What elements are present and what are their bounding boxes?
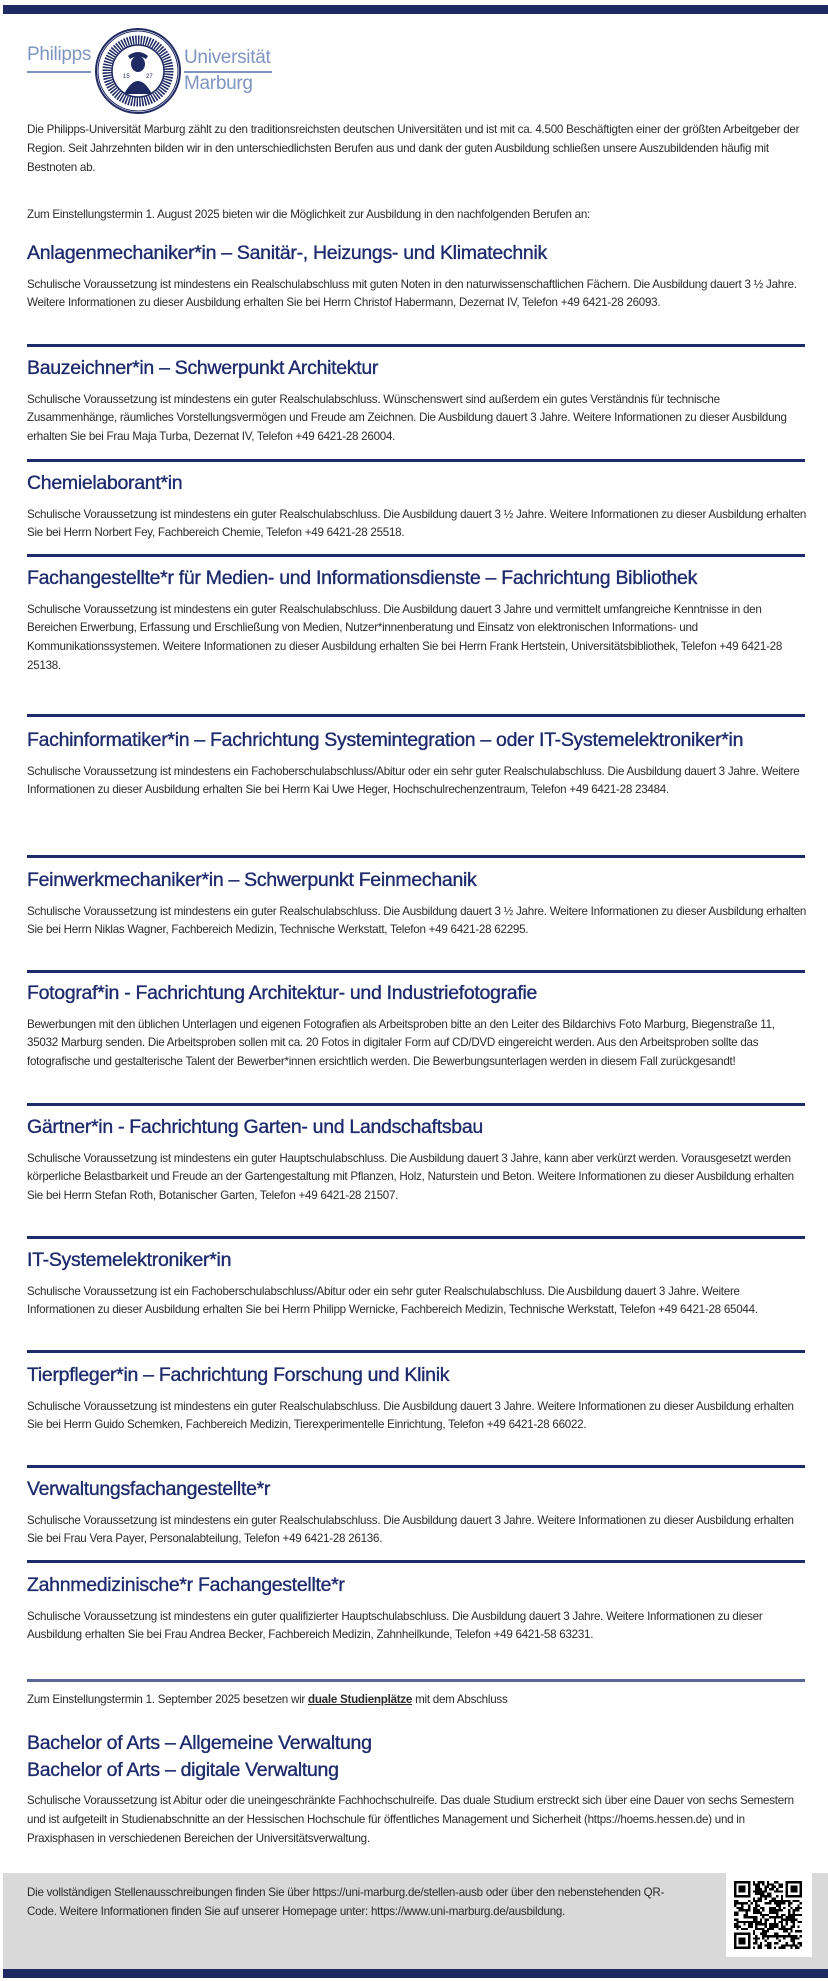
seal-year-right: 27 [146, 74, 153, 80]
section-divider [27, 855, 805, 858]
bottom-brand-bar [3, 1969, 828, 1978]
section-title: Gärtner*in - Fachrichtung Garten- und Landschaftsbau [27, 1116, 483, 1138]
duale-studienplaetze-link[interactable]: duale Studienplätze [308, 1693, 413, 1706]
section-divider [27, 714, 805, 717]
bachelor-title-1: Bachelor of Arts – Allgemeine Verwaltung [27, 1732, 372, 1754]
section-text: Schulische Voraussetzung ist mindestens ein guter Realschulabschluss. Die Ausbildung dauert 3 ½ Jahre. Weitere Informationen zu dieser Ausbildung erhalten Sie bei Herrn Norbert Fey, Fachbereich Chemie, Telefon +49 6421-28 25518. [27, 507, 807, 540]
section-text: Schulische Voraussetzung ist mindestens ein guter Realschulabschluss. Die Ausbildung dauert 3 Jahre und vermittelt umfangreiche Kenntnisse in den Bereichen Erwerbung, Erfassung und Erschließung von Medien, Nutzer*innenberatung und Einsatz von elektronischen Informations- und Kommunikationssystemen. Weitere Informationen zu dieser Ausbildung erhalten Sie bei Herrn Frank Hertstein, Universitätsbibliothek, Telefon +49 6421-28 25138. [27, 602, 783, 672]
section-job [27, 1362, 807, 1435]
section-text: Schulische Voraussetzung ist mindestens ein guter Realschulabschluss. Die Ausbildung dauert 3 Jahre. Weitere Informationen zu dieser Ausbildung erhalten Sie bei Herrn Guido Schemken, Fachbereich Medizin, Tierexperimentelle Einrichtung, Telefon +49 6421-28 66022. [27, 1399, 794, 1432]
lead-september-text-end: mit dem Abschluss [412, 1693, 508, 1706]
section-job [27, 727, 807, 800]
section-divider [27, 344, 805, 347]
logo-word-philipps: Philipps [27, 44, 92, 65]
section-divider [27, 970, 805, 973]
section-text: Bewerbungen mit den üblichen Unterlagen und eigenen Fotografien als Arbeitsproben bitte an den Leiter des Bildarchivs Foto Marburg, Biegenstraße 11, 35032 Marburg senden. Die Arbeitsproben sollen mit ca. 20 Fotos in digitaler Form auf CD/DVD eingereicht werden. Aus den Arbeitsproben sollte das fotografische und gestalterische Talent der Bewerber*innen ersichtlich werden. Die Bewerbungsunterlagen werden in diesem Fall zurückgesandt! [27, 1017, 775, 1069]
section-title: IT-Systemelektroniker*in [27, 1249, 232, 1271]
section-job [27, 355, 807, 447]
section-divider [27, 1103, 805, 1106]
section-title: Fachangestellte*r für Medien- und Informationsdienste – Fachrichtung Bibliothek [27, 567, 698, 589]
seal-year-left: 15 [123, 74, 130, 80]
section-title: Feinwerkmechaniker*in – Schwerpunkt Feinmechanik [27, 869, 477, 891]
section-job [27, 1247, 807, 1320]
section-text: Schulische Voraussetzung ist ein Fachoberschulabschluss/Abitur oder ein sehr guter Realschulabschluss. Die Ausbildung dauert 3 Jahre. Weitere Informationen zu dieser Ausbildung erhalten Sie bei Herrn Philipp Wernicke, Fachbereich Medizin, Technische Werkstatt, Telefon +49 6421-28 65044. [27, 1284, 758, 1317]
section-divider [27, 554, 805, 557]
qr-code-icon[interactable] [726, 1873, 812, 1957]
section-job [27, 1476, 807, 1549]
section-text: Schulische Voraussetzung ist mindestens ein guter Realschulabschluss. Wünschenswert sind außerdem ein gutes Verständnis für technische Zusammenhänge, räumliches Vorstellungsvermögen und Freude am Zeichnen. Die Ausbildung dauert 3 Jahre. Weitere Informationen zu dieser Ausbildung erhalten Sie bei Frau Maja Turba, Dezernat IV, Telefon +49 6421-28 26004. [27, 392, 787, 444]
section-text: Schulische Voraussetzung ist mindestens ein guter Realschulabschluss. Die Ausbildung dauert 3 ½ Jahre. Weitere Informationen zu dieser Ausbildung erhalten Sie bei Herrn Niklas Wagner, Fachbereich Medizin, Technische Werkstatt, Telefon +49 6421-28 62295. [27, 904, 807, 937]
university-seal-icon [94, 28, 182, 114]
logo-rule-left [27, 71, 91, 73]
section-title: Fachinformatiker*in – Fachrichtung Systemintegration – oder IT-Systemelektroniker*in [27, 729, 744, 751]
section-divider [27, 1236, 805, 1239]
section-title: Verwaltungsfachangestellte*r [27, 1478, 271, 1500]
section-text: Schulische Voraussetzung ist mindestens ein guter Realschulabschluss. Die Ausbildung dauert 3 Jahre. Weitere Informationen zu dieser Ausbildung erhalten Sie bei Frau Vera Payer, Personalabteilung, Telefon +49 6421-28 26136. [27, 1513, 794, 1546]
section-text: Schulische Voraussetzung ist mindestens ein Fachoberschulabschluss/Abitur oder ein sehr guter Realschulabschluss. Die Ausbildung dauert 3 Jahre. Weitere Informationen zu dieser Ausbildung erhalten Sie bei Herrn Kai Uwe Heger, Hochschulrechenzentraum, Telefon +49 6421-28 23484. [27, 764, 800, 797]
footer-info-box [3, 1873, 828, 1969]
section-job [27, 1572, 807, 1645]
section-text: Schulische Voraussetzung ist mindestens ein guter qualifizierter Hauptschulabschluss. Die Ausbildung dauert 3 Jahre. Weitere Informationen zu dieser Ausbildung erhalten Sie bei Frau Andrea Becker, Fachbereich Medizin, Zahnheilkunde, Telefon +49 6421-58 63231. [27, 1609, 763, 1642]
section-title: Zahnmedizinische*r Fachangestellte*r [27, 1574, 345, 1596]
top-brand-bar [3, 5, 828, 14]
section-title [27, 1730, 807, 1783]
section-text: Schulische Voraussetzung ist mindestens ein guter Hauptschulabschluss. Die Ausbildung dauert 3 Jahre, kann aber verkürzt werden. Vorausgesetzt werden körperliche Belastbarkeit und Freude an der Gartengestaltung mit Pflanzen, Holz, Naturstein und Beton. Weitere Informationen zu dieser Ausbildung erhalten Sie bei Herrn Stefan Roth, Botanischer Garten, Telefon +49 6421-28 21507. [27, 1151, 794, 1203]
section-title: Anlagenmechaniker*in – Sanitär-, Heizungs- und Klimatechnik [27, 242, 547, 264]
section-job [27, 867, 807, 940]
section-bachelor [27, 1730, 807, 1848]
section-title: Tierpfleger*in – Fachrichtung Forschung und Klinik [27, 1364, 450, 1386]
section-divider [27, 1465, 805, 1468]
footer-text: Die vollständigen Stellenausschreibungen finden Sie über https://uni-marburg.de/stellen-ausb oder über den nebenstehenden QR-Code. Weitere Informationen finden Sie auf unserer Homepage unter: https://www.uni-marburg.de/ausbildung. [27, 1886, 665, 1918]
section-title: Chemielaborant*in [27, 472, 183, 494]
logo-word-marburg: Marburg [184, 73, 253, 94]
lead-september-text: Zum Einstellungstermin 1. September 2025 besetzen wir [27, 1693, 308, 1706]
lead-september [27, 1691, 807, 1710]
section-job [27, 470, 807, 543]
section-job [27, 565, 807, 676]
section-title: Fotograf*in - Fachrichtung Architektur- und Industriefotografie [27, 982, 538, 1004]
bachelor-title-2: Bachelor of Arts – digitale Verwaltung [27, 1758, 339, 1781]
logo-word-universitaet: Universität [184, 47, 271, 68]
section-job [27, 980, 807, 1072]
section-job [27, 1114, 807, 1206]
lead-august: Zum Einstellungstermin 1. August 2025 bieten wir die Möglichkeit zur Ausbildung in den nachfolgenden Berufen an: [27, 208, 591, 221]
section-divider [27, 1350, 805, 1353]
section-divider [27, 1679, 805, 1682]
section-text: Schulische Voraussetzung ist Abitur oder die uneingeschränkte Fachhochschulreife. Das duale Studium erstreckt sich über eine Dauer von sechs Semestern und ist aufgeteilt in Studienabschnitte an der Hessischen Hochschule für öffentliches Management und Sicherheit (https://hoems.hessen.de) und in Praxisphasen in verschiedenen Bereichen der Universitätsverwaltung. [27, 1794, 794, 1845]
intro-paragraph: Die Philipps-Universität Marburg zählt zu den traditionsreichsten deutschen Universitäten und ist mit ca. 4.500 Beschäftigten einer der größten Arbeitgeber der Region. Seit Jahrzehnten bilden wir in den unterschiedlichsten Berufen aus und dank der guten Ausbildung schließen unsere Auszubildenden häufig mit Bestnoten ab. [27, 123, 800, 174]
section-divider [27, 459, 805, 462]
section-text: Schulische Voraussetzung ist mindestens ein Realschulabschluss mit guten Noten in den naturwissenschaftlichen Fächern. Die Ausbildung dauert 3 ½ Jahre. Weitere Informationen zu dieser Ausbildung erhalten Sie bei Herrn Christof Habermann, Dezernat IV, Telefon +49 6421-28 26093. [27, 277, 797, 310]
section-job [27, 240, 807, 313]
section-divider [27, 1560, 805, 1563]
section-title: Bauzeichner*in – Schwerpunkt Architektur [27, 357, 379, 379]
